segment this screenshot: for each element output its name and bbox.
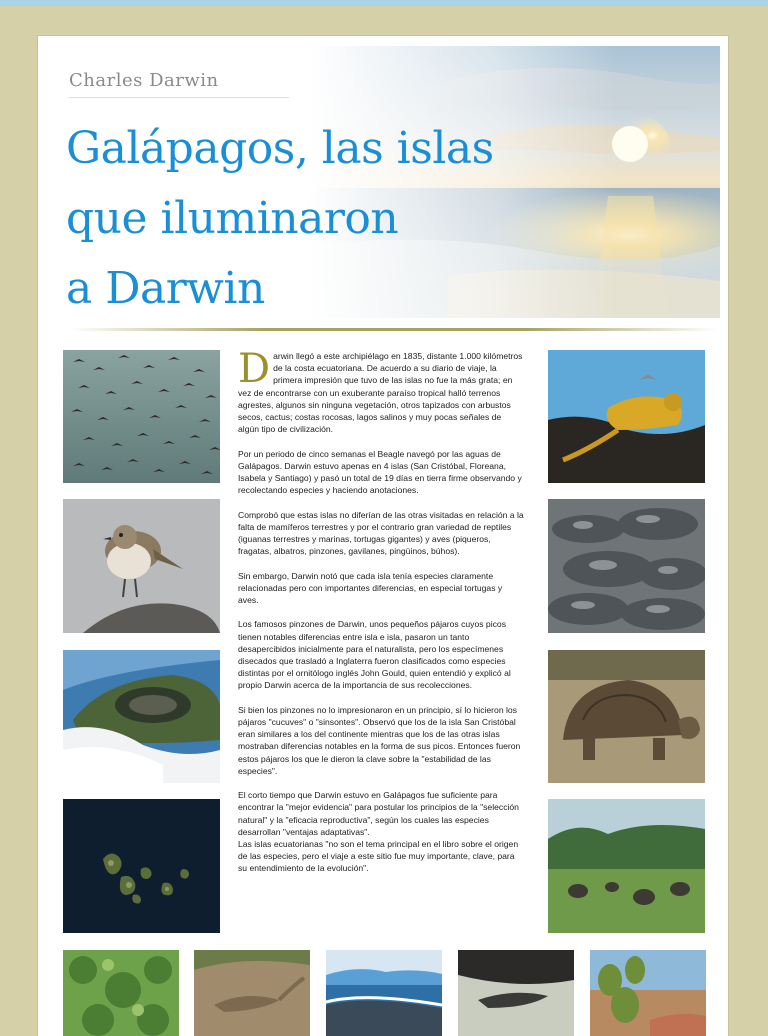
- paragraph-2: Por un periodo de cinco semanas el Beagle navegó por las aguas de Galápagos. Darwin estuvo apenas en 4 islas (San Cristóbal, Floreana, Isabela y Santiago) y pasó un total de 19 días en tierra firme observando y recolectando especies y haciendo anotaciones.: [238, 448, 522, 496]
- birds-flock-photo: [63, 350, 220, 483]
- coastline-photo: [326, 950, 442, 1036]
- marine-iguanas-photo: [548, 499, 705, 633]
- paragraph-4: Sin embargo, Darwin notó que cada isla tenía especies claramente relacionadas pero con importantes diferencias, en especial tortugas y aves.: [238, 570, 503, 606]
- paragraph-7: El corto tiempo que Darwin estuvo en Galápagos fue suficiente para encontrar la "mejor evidencia" para postular los principios de la "selección natural" y la "eficacia reproductiva", según los cuales las especies desarrollan "ventajas adaptativas". Las islas ecuatorianas "no son el tema principal en el libro sobre el origen de las especies, pero el viaje a este sitio fue muy importante, clave, para su entendimiento de la evolución".: [238, 790, 519, 874]
- archipelago-satellite-photo: [63, 799, 220, 933]
- paragraph-6: Si bien los pinzones no lo impresionaron en un principio, sí lo hicieron los pájaros "cucuves" o "sinsontes". Observó que los de la isla San Cristóbal eran similares a los del continente mientras que los de las otras islas mostraban diferencias notables en la forma de sus picos. Entonces fueron estos pájaros los que le dieron la clave sobre la "estabilidad de las especies".: [238, 704, 521, 776]
- green-vegetation-photo: [63, 950, 179, 1036]
- paragraph-3: Comprobó que estas islas no diferían de las otras visitadas en relación a la falta de mamíferos terrestres y por el contrario gran variedad de reptiles (iguanas terrestres y marinas, tortugas gigantes) y aves (piqueros, fragatas, albatros, pinzones, gavilanes, pingüinos, búhos).: [238, 509, 524, 557]
- article-title: [66, 114, 586, 324]
- title-line-1: Galápagos, las islas: [66, 123, 494, 174]
- paragraph-1: Darwin llegó a este archipiélago en 1835, distante 1.000 kilómetros de la costa ecuatoriana. De acuerdo a su diario de viaje, la primera impresión que tuvo de las islas no fue la más grata; en vez de encontrarse con un exuberante paraíso tropical halló terrenos agrestes, algunos sin ninguna vegetación, otros tapizados con arbustos secos, cactus; costas rocosas, lagos salinos y muy pocas señales de algún tipo de civilización.: [238, 346, 523, 435]
- land-iguana-rocks-photo: [194, 950, 310, 1036]
- title-line-2: que iluminaron: [66, 192, 399, 244]
- title-line-3: a Darwin: [66, 262, 265, 314]
- magazine-page: [38, 36, 728, 1036]
- tortoises-grassland-photo: [548, 799, 705, 933]
- drop-cap: D: [238, 346, 271, 392]
- marine-iguana-sand-photo: [458, 950, 574, 1036]
- sky-strip: [0, 0, 768, 6]
- paragraph-5: Los famosos pinzones de Darwin, unos pequeños pájaros cuyos picos tienen notables diferencias entre isla e isla, pasaron un tanto desapercibidos inicialmente para el naturalista, pero los especímenes disecados que trasladó a Inglaterra fueron clasificados como especies distintas por el ornitólogo inglés John Gould, quien entendió y explicó al propio Darwin acerca de la importancia de sus recolecciones.: [238, 619, 511, 691]
- giant-tortoise-photo: [548, 650, 705, 783]
- volcano-island-aerial-photo: [63, 650, 220, 783]
- mockingbird-photo: [63, 499, 220, 633]
- land-iguana-photo: [548, 350, 705, 483]
- article-body: [238, 346, 524, 887]
- header-divider: [70, 328, 718, 331]
- cactus-coast-photo: [590, 950, 706, 1036]
- author-name: Charles Darwin: [69, 70, 289, 98]
